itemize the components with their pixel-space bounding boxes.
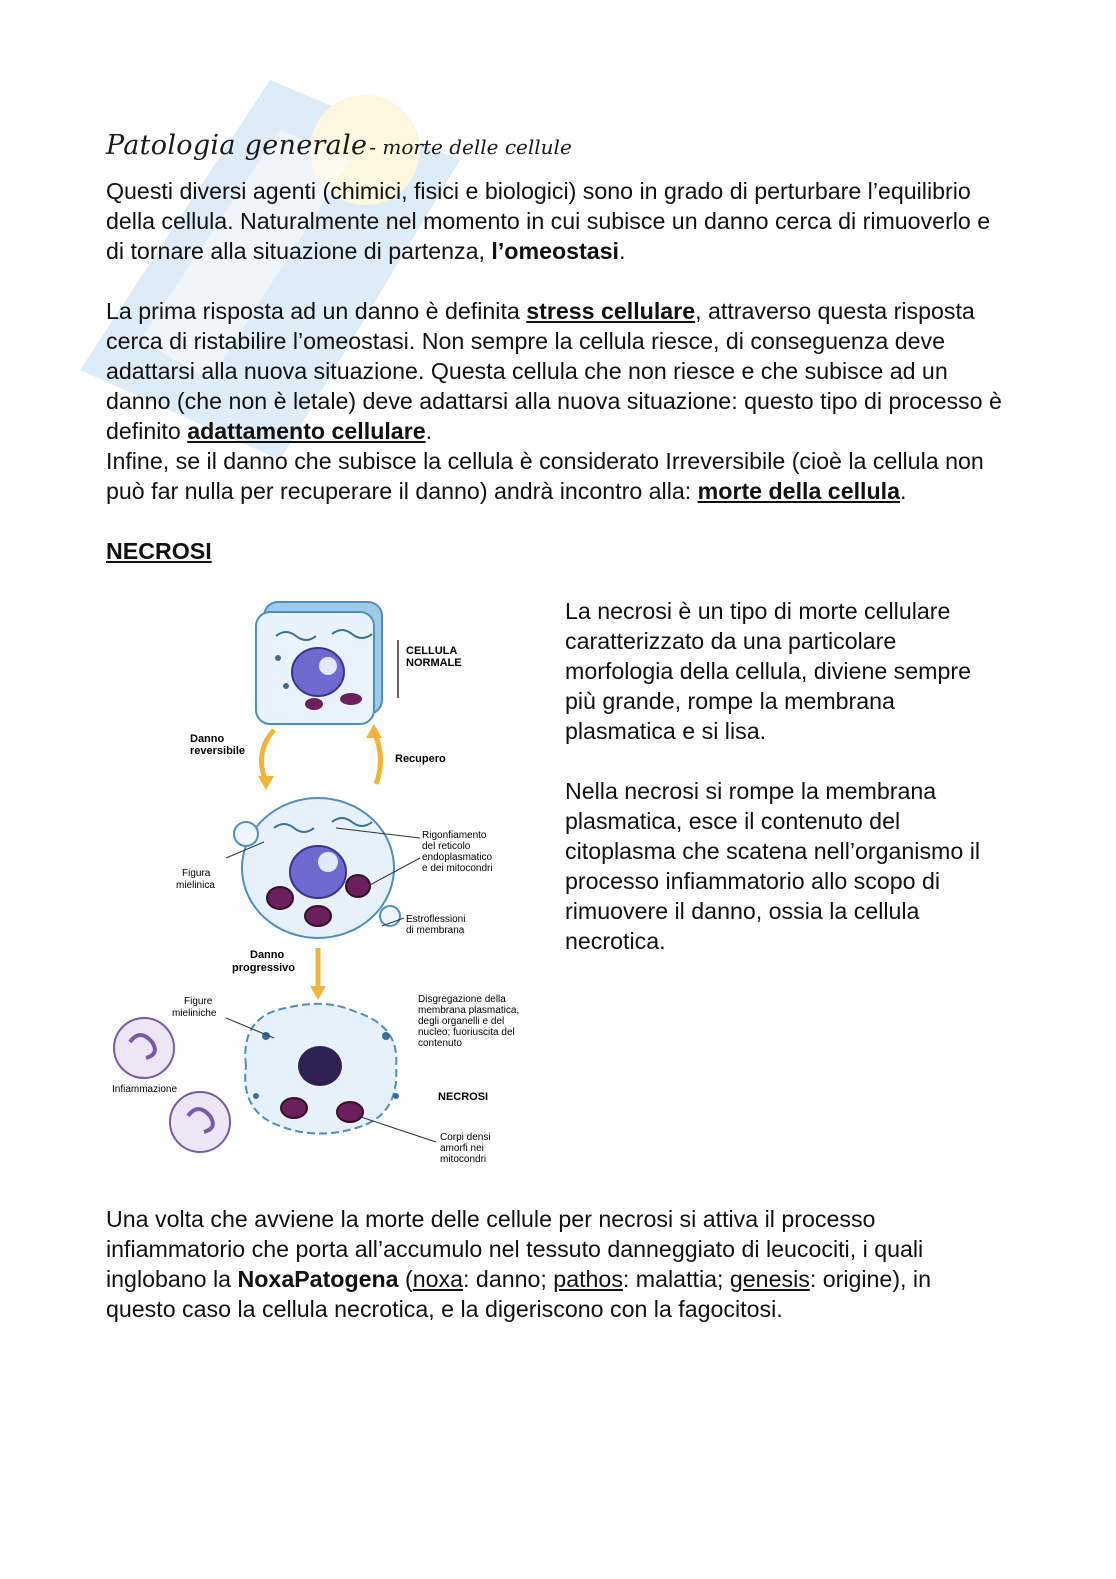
title-line — [106, 130, 1006, 176]
label-organelli: degli organelli e del — [418, 1016, 505, 1027]
necrotic-cell-illustration — [245, 1004, 399, 1134]
label-normale: NORMALE — [406, 657, 462, 669]
label-estroflessioni: Estroflessioni — [406, 914, 466, 925]
label-progressivo: progressivo — [232, 962, 295, 974]
label-corpi-densi: Corpi densi — [440, 1132, 491, 1143]
label-mielinica: mielinica — [176, 880, 215, 891]
label-reversibile: reversibile — [190, 745, 246, 757]
term-noxapatogena: NoxaPatogena — [237, 1266, 399, 1292]
term-morte-della-cellula: morte della cellula — [697, 478, 900, 504]
label-membrana-plasmatica: membrana plasmatica, — [418, 1005, 520, 1016]
necrosi-section — [106, 596, 1006, 1180]
document-page — [106, 130, 1006, 1324]
section-heading-necrosi: NECROSI — [106, 538, 212, 564]
label-recupero: Recupero — [395, 753, 446, 765]
label-figure: Figure — [184, 996, 213, 1007]
label-di-membrana: di membrana — [406, 925, 465, 936]
label-endoplasmatico: endoplasmatico — [422, 852, 493, 863]
label-cellula: CELLULA — [406, 645, 458, 657]
label-rigonfiamento: Rigonfiamento — [422, 830, 487, 841]
label-infiammazione: Infiammazione — [112, 1084, 178, 1095]
term-noxa: noxa — [412, 1266, 464, 1292]
necrosi-paragraph-2: Nella necrosi si rompe la membrana plasmatica, esce il contenuto del citoplasma che scatena nell’organismo il processo infiammatorio allo scopo di rimuovere il danno, ossia la cellula necrotica. — [565, 778, 981, 954]
label-reticolo: del reticolo — [422, 841, 471, 852]
term-omeostasi: l’omeostasi — [491, 238, 619, 264]
term-pathos: pathos — [553, 1266, 623, 1292]
intro-paragraph-1: Questi diversi agenti (chimici, fisici e biologici) sono in grado di perturbare l’equilibrio della cellula. Naturalmente nel momento in cui subisce un danno cerca di rimuoverlo e di tornare alla situazione di partenza, l’omeostasi. — [106, 178, 991, 264]
label-danno: Danno — [190, 733, 225, 745]
intro-paragraph-3: Infine, se il danno che subisce la cellula è considerato Irreversibile (cioè la cellula non può far nulla per recuperare il danno) andrà incontro alla: morte della cellula. — [106, 448, 984, 504]
label-contenuto: contenuto — [418, 1038, 462, 1049]
label-figura: Figura — [182, 868, 211, 879]
label-danno-prog: Danno — [250, 949, 285, 961]
label-disgregazione: Disgregazione della — [418, 994, 506, 1005]
label-nucleo: nucleo; fuoriuscita del — [418, 1027, 515, 1038]
label-amorfi: amorfi nei — [440, 1143, 484, 1154]
intro-paragraph-2: La prima risposta ad un danno è definita stress cellulare, attraverso questa risposta cerca di ristabilire l’omeostasi. Non sempre la cellula riesce, di conseguenza deve adattarsi alla nuova situazione. Questa cellula che non riesce e che subisce ad un danno (che non è letale) deve adattarsi alla nuova situazione: questo tipo di processo è definito adattamento cellulare. — [106, 298, 1002, 444]
term-stress-cellulare: stress cellulare — [526, 298, 696, 324]
swollen-cell-illustration — [234, 798, 400, 938]
term-adattamento-cellulare: adattamento cellulare — [187, 418, 426, 444]
label-necrosi: NECROSI — [438, 1091, 489, 1103]
term-genesis: genesis — [729, 1266, 810, 1292]
closing-paragraph: Una volta che avviene la morte delle cellule per necrosi si attiva il processo infiammatorio che porta all’accumulo nel tessuto danneggiato di leucociti, i quali inglobano la NoxaPatogena (noxa: danno; pathos: malattia; genesis: origine), in questo caso la cellula necrotica, e la digeriscono con la fagocitosi. — [106, 1206, 931, 1322]
normal-cell-illustration — [256, 602, 382, 724]
necrosi-description — [565, 596, 1005, 956]
page-subtitle: - morte delle cellule — [369, 135, 572, 159]
necrosi-paragraph-1: La necrosi è un tipo di morte cellulare caratterizzato da una particolare morfologia della cellula, diviene sempre più grande, rompe la membrana plasmatica e si lisa. — [565, 598, 971, 744]
label-mitocondri: e dei mitocondri — [422, 863, 493, 874]
necrosis-diagram — [106, 596, 544, 1180]
label-mitocondri-corpi: mitocondri — [440, 1154, 487, 1165]
label-mieliniche: mieliniche — [172, 1008, 217, 1019]
page-title: Patologia generale — [106, 130, 368, 161]
